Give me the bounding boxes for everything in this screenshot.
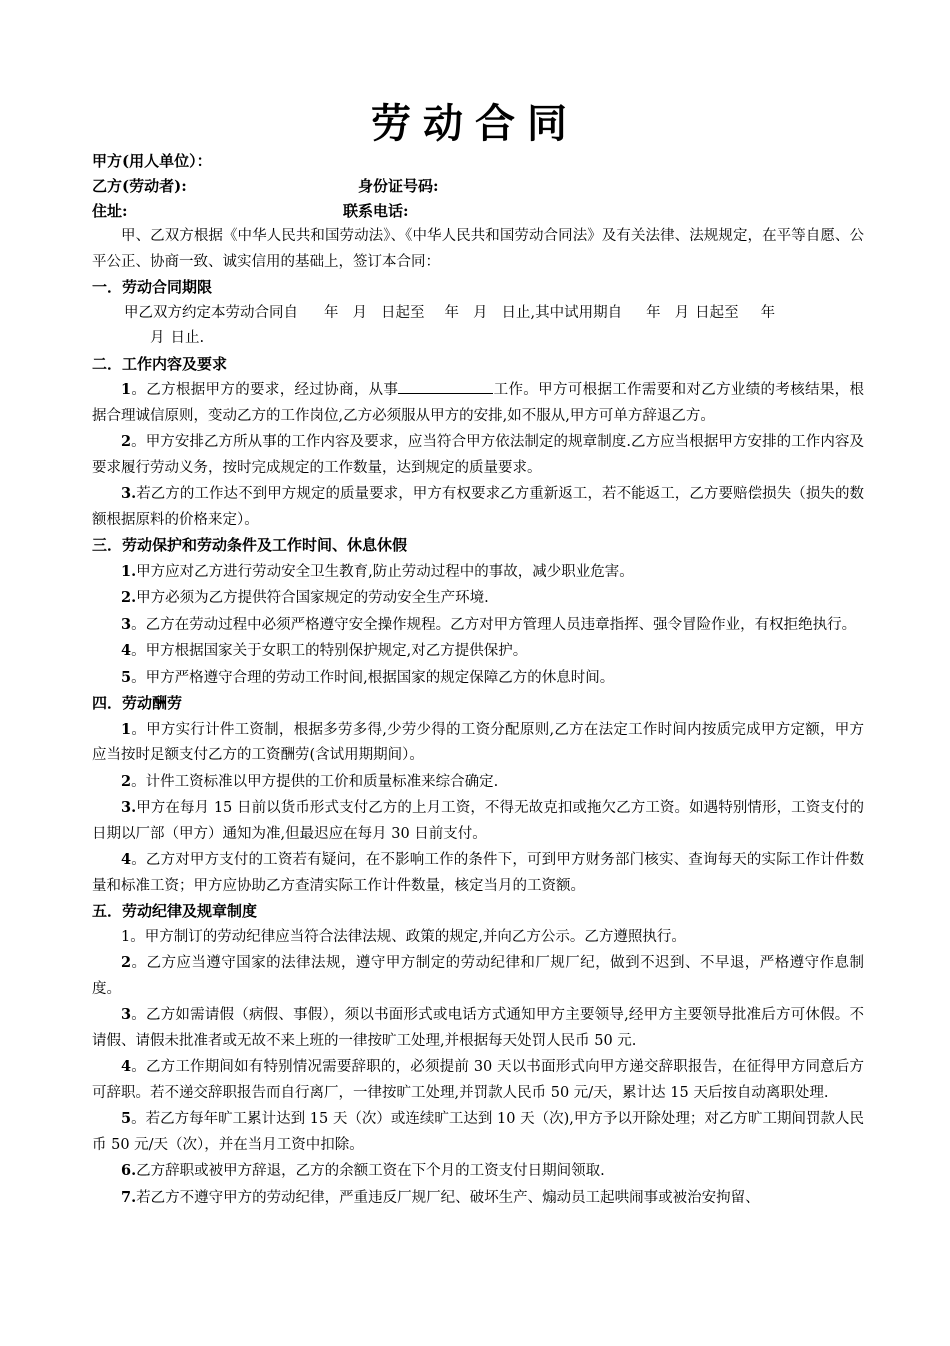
item-number: 4 xyxy=(121,1058,132,1075)
item-number: 2. xyxy=(121,589,137,606)
section-2-item-2 xyxy=(92,429,864,481)
section-3-heading: 三．劳动保护和劳动条件及工作时间、休息休假 xyxy=(92,536,408,554)
section-4-item-1 xyxy=(92,717,864,769)
start-day-word: 日起至 xyxy=(381,304,425,321)
item-text: 。甲方严格遵守合理的劳动工作时间,根据国家的规定保障乙方的休息时间。 xyxy=(131,669,615,686)
item-number: 2 xyxy=(121,954,132,971)
address-label: 住址: xyxy=(92,202,128,220)
item-text: 。乙方应当遵守国家的法律法规，遵守甲方制定的劳动纪律和厂规厂纪，做到不迟到、不早退，严格遵守作息制度。 xyxy=(92,955,864,997)
start-month-word: 月 xyxy=(352,304,367,321)
end-month-word: 月 xyxy=(473,304,488,321)
probation-start-year-word: 年 xyxy=(646,304,661,321)
section-5-item-3 xyxy=(92,1002,864,1054)
item-number: 1. xyxy=(121,562,137,580)
section-3-item-3 xyxy=(92,612,864,639)
item-text: 。甲方根据国家关于女职工的特别保护规定,对乙方提供保护。 xyxy=(131,643,528,659)
item-text: 甲方应对乙方进行劳动安全卫生教育,防止劳动过程中的事故，减少职业危害。 xyxy=(136,563,634,580)
item-text: 。乙方根据甲方的要求，经过协商，从事 xyxy=(131,382,399,398)
section-1-heading: 一．劳动合同期限 xyxy=(92,278,213,296)
section-3-item-2 xyxy=(92,585,864,612)
end-year-word: 年 xyxy=(444,304,459,321)
item-number: 5 xyxy=(121,668,132,686)
item-text: 1。甲方制订的劳动纪律应当符合法律法规、政策的规定,并向乙方公示。乙方遵照执行。 xyxy=(121,928,686,945)
party-a-label: 甲方(用人单位）： xyxy=(92,152,212,170)
item-number: 2 xyxy=(121,772,132,790)
section-3-item-4 xyxy=(92,638,864,665)
section-3-item-5 xyxy=(92,665,864,692)
section-5-item-1 xyxy=(92,925,864,951)
period-intro: 甲乙双方约定本劳动合同自 xyxy=(124,304,298,321)
item-text: 。若乙方每年旷工累计达到 15 天（次）或连续旷工达到 10 天（次),甲方予以开除处理；对乙方旷工期间罚款人民币 50 元/天（次），并在当月工资中扣除。 xyxy=(92,1111,864,1153)
document-title: 劳动合同 xyxy=(371,100,579,147)
section-5-item-4 xyxy=(92,1054,864,1106)
item-text: 甲方必须为乙方提供符合国家规定的劳动安全生产环境. xyxy=(136,590,489,606)
item-text: 若乙方的工作达不到甲方规定的质量要求，甲方有权要求乙方重新返工，若不能返工，乙方要赔偿损失（损失的数额根据原料的价格来定）。 xyxy=(92,486,864,528)
item-number: 3 xyxy=(121,615,132,633)
item-number: 1 xyxy=(121,720,132,738)
item-number: 3. xyxy=(121,799,137,816)
item-text: 。甲方安排乙方所从事的工作内容及要求，应当符合甲方依法制定的规章制度.乙方应当根据甲方安排的工作内容及要求履行劳动义务，按时完成规定的工作数量，达到规定的质量要求。 xyxy=(92,434,864,476)
contract-period-line xyxy=(92,301,864,327)
item-number: 5 xyxy=(121,1110,132,1127)
section-5-item-2 xyxy=(92,950,864,1002)
section-4-item-3 xyxy=(92,795,864,847)
phone-label: 联系电话: xyxy=(343,202,409,220)
contract-body xyxy=(92,224,864,1211)
start-year-word: 年 xyxy=(324,304,339,321)
contract-period-line-2 xyxy=(92,326,864,352)
section-4-item-2 xyxy=(92,769,864,796)
item-text: 若乙方不遵守甲方的劳动纪律，严重违反厂规厂纪、破坏生产、煽动员工起哄闹事或被治安拘留、 xyxy=(136,1189,760,1206)
item-text: 乙方辞职或被甲方辞退，乙方的余额工资在下个月的工资支付日期间领取. xyxy=(136,1163,605,1179)
job-blank-line[interactable] xyxy=(398,379,493,394)
item-text: 甲方在每月 15 日前以货币形式支付乙方的上月工资，不得无故克扣或拖欠乙方工资。如遇特别情形，工资支付的日期以厂部（甲方）通知为准,但最迟应在每月 30 日前支付。 xyxy=(92,800,864,842)
item-number: 3. xyxy=(121,485,137,502)
section-5-item-7 xyxy=(92,1185,864,1212)
section-5-item-6 xyxy=(92,1158,864,1185)
item-number: 7. xyxy=(121,1188,137,1206)
section-5-item-5 xyxy=(92,1106,864,1158)
item-number: 4 xyxy=(121,851,132,868)
preamble: 甲、乙双方根据《中华人民共和国劳动法》、《中华人民共和国劳动合同法》及有关法律、法规规定，在平等自愿、公平公正、协商一致、诚实信用的基础上，签订本合同： xyxy=(92,228,864,270)
section-4-item-4 xyxy=(92,847,864,899)
probation-start-day-word: 日起至 xyxy=(695,304,739,321)
section-4-heading: 四．劳动酬劳 xyxy=(92,694,183,712)
section-2-item-3 xyxy=(92,481,864,533)
probation-end-month-word: 月 xyxy=(150,330,165,346)
item-text: 。乙方在劳动过程中必须严格遵守安全操作规程。乙方对甲方管理人员违章指挥、强令冒险作业，有权拒绝执行。 xyxy=(131,616,857,633)
item-number: 3 xyxy=(121,1006,132,1023)
item-text: 。乙方工作期间如有特别情况需要辞职的，必须提前 30 天以书面形式向甲方递交辞职报告，在征得甲方同意后方可辞职。若不递交辞职报告而自行离厂，一律按旷工处理,并罚款人民币 50 元/天，累计达 15 天后按自动离职处理. xyxy=(92,1059,864,1101)
item-number: 6. xyxy=(121,1162,137,1179)
probation-end-year-word: 年 xyxy=(760,304,776,321)
party-b-label: 乙方(劳动者): xyxy=(92,177,187,195)
section-2-item-1 xyxy=(92,377,864,429)
item-number: 2 xyxy=(121,433,132,450)
section-5-heading: 五．劳动纪律及规章制度 xyxy=(92,902,258,920)
section-2-heading: 二．工作内容及要求 xyxy=(92,354,228,373)
item-text: 。计件工资标准以甲方提供的工价和质量标准来综合确定. xyxy=(131,773,499,790)
probation-start-month-word: 月 xyxy=(674,304,690,321)
item-text: 。甲方实行计件工资制，根据多劳多得,少劳少得的工资分配原则,乙方在法定工作时间内按质完成甲方定额，甲方应当按时足额支付乙方的工资酬劳(含试用期期间）。 xyxy=(92,721,864,763)
id-number-label: 身份证号码: xyxy=(358,177,439,195)
probation-end-day-word: 日止. xyxy=(170,330,205,346)
item-text: 。乙方如需请假（病假、事假），须以书面形式或电话方式通知甲方主要领导,经甲方主要领导批准后方可休假。不请假、请假未批准者或无故不来上班的一律按旷工处理,并根据每天处罚人民币 50 元. xyxy=(92,1007,864,1049)
end-day-word: 日止,其中试用期自 xyxy=(501,304,623,321)
item-number: 4 xyxy=(121,642,132,659)
section-3-item-1 xyxy=(92,559,864,586)
item-number: 1 xyxy=(121,381,132,398)
item-text: 。乙方对甲方支付的工资若有疑问，在不影响工作的条件下，可到甲方财务部门核实、查询每天的实际工作计件数量和标准工资；甲方应协助乙方查清实际工作计件数量，核定当月的工资额。 xyxy=(92,852,864,894)
item-text-cont: 工作。甲方可根据工作需要和对乙方业绩的考核结果，根据合理诚信原则，变动乙方的工作岗位,乙方必须服从甲方的安排,如不服从,甲方可单方辞退乙方。 xyxy=(92,382,865,424)
